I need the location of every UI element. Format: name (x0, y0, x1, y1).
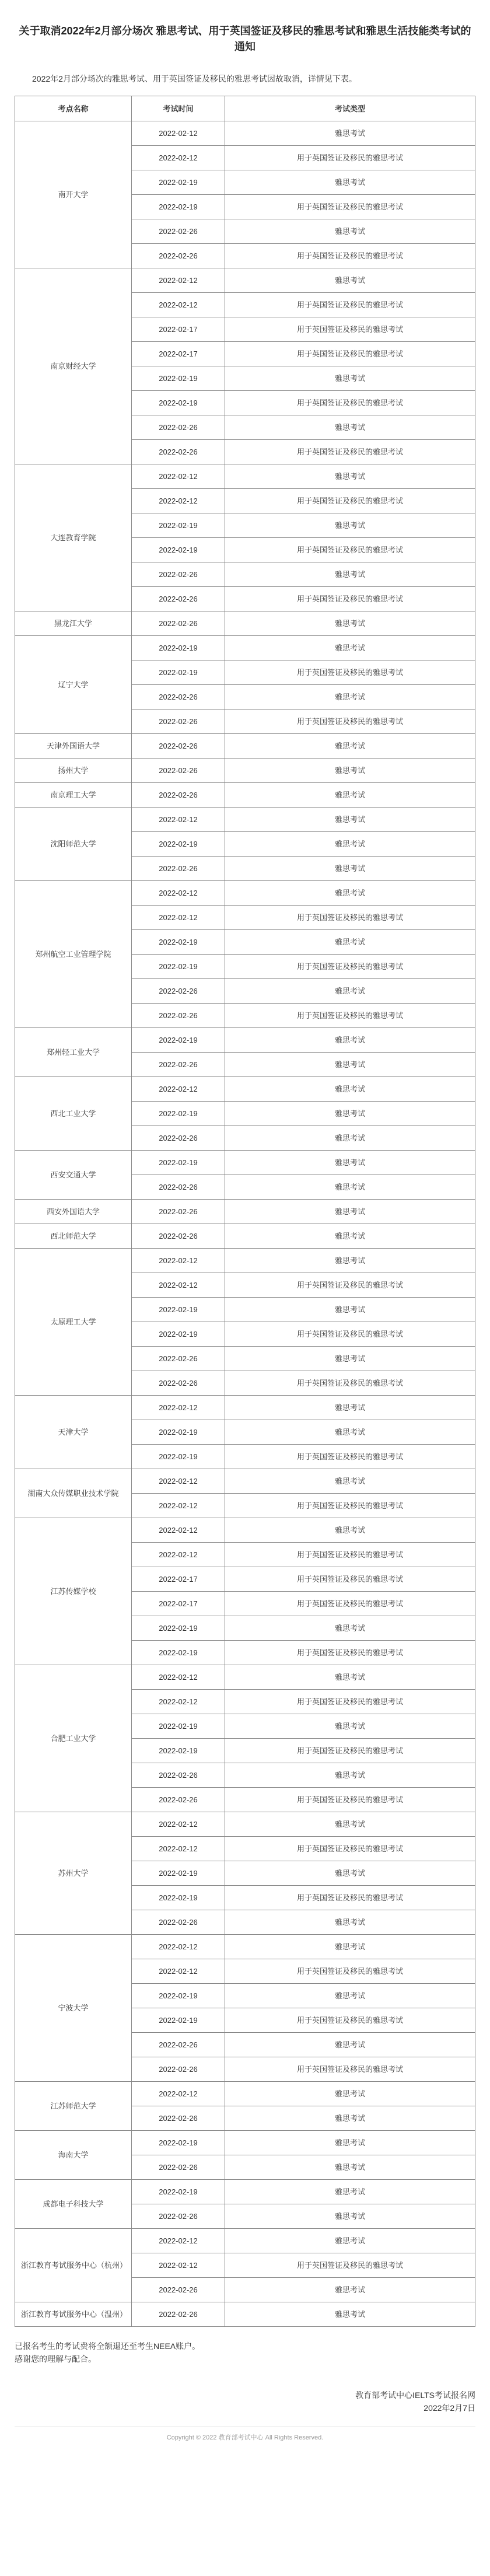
date-cell: 2022-02-26 (132, 415, 225, 440)
table-row (15, 1469, 475, 1494)
date-cell: 2022-02-19 (132, 930, 225, 955)
table-row (15, 1224, 475, 1249)
table-row (15, 808, 475, 832)
date-cell: 2022-02-12 (132, 1665, 225, 1690)
exam-type-cell: 用于英国签证及移民的雅思考试 (225, 1641, 475, 1665)
venue-cell: 湖南大众传媒职业技术学院 (15, 1469, 132, 1518)
table-row (15, 783, 475, 808)
exam-type-cell: 雅思考试 (225, 685, 475, 709)
date-cell: 2022-02-19 (132, 1420, 225, 1445)
date-cell: 2022-02-19 (132, 1298, 225, 1322)
date-cell: 2022-02-12 (132, 1494, 225, 1518)
exam-type-cell: 雅思考试 (225, 1396, 475, 1420)
exam-type-cell: 用于英国签证及移民的雅思考试 (225, 2057, 475, 2082)
table-row (15, 1935, 475, 1959)
exam-type-cell: 雅思考试 (225, 1984, 475, 2008)
notice-intro: 2022年2月部分场次的雅思考试、用于英国签证及移民的雅思考试因故取消，详情见下表。 (32, 74, 357, 83)
date-cell: 2022-02-26 (132, 2033, 225, 2057)
table-row (15, 1665, 475, 1690)
date-cell: 2022-02-26 (132, 759, 225, 783)
exam-type-cell: 雅思考试 (225, 2278, 475, 2302)
exam-type-cell: 雅思考试 (225, 1469, 475, 1494)
date-cell: 2022-02-12 (132, 1690, 225, 1714)
exam-type-cell: 雅思考试 (225, 366, 475, 391)
table-row (15, 1812, 475, 1837)
venue-cell: 西安交通大学 (15, 1151, 132, 1200)
exam-type-cell: 雅思考试 (225, 2180, 475, 2204)
exam-type-cell: 雅思考试 (225, 979, 475, 1004)
date-cell: 2022-02-19 (132, 955, 225, 979)
exam-type-cell: 雅思考试 (225, 2229, 475, 2253)
exam-type-cell: 雅思考试 (225, 1665, 475, 1690)
exam-type-cell: 用于英国签证及移民的雅思考试 (225, 1837, 475, 1861)
date-cell: 2022-02-12 (132, 464, 225, 489)
date-cell: 2022-02-26 (132, 1126, 225, 1151)
exam-type-cell: 雅思考试 (225, 1763, 475, 1788)
date-cell: 2022-02-12 (132, 489, 225, 513)
venue-cell: 西安外国语大学 (15, 1200, 132, 1224)
notice-page (15, 0, 475, 2442)
table-row (15, 1249, 475, 1273)
exam-type-cell: 用于英国签证及移民的雅思考试 (225, 660, 475, 685)
date-cell: 2022-02-26 (132, 979, 225, 1004)
date-cell: 2022-02-26 (132, 685, 225, 709)
date-cell: 2022-02-12 (132, 146, 225, 170)
exam-type-cell: 用于英国签证及移民的雅思考试 (225, 1322, 475, 1347)
signature (15, 2389, 475, 2414)
venue-cell: 扬州大学 (15, 759, 132, 783)
table-row (15, 1396, 475, 1420)
header-venue: 考点名称 (15, 96, 132, 121)
table-row (15, 268, 475, 293)
date-cell: 2022-02-26 (132, 1788, 225, 1812)
exam-type-cell: 用于英国签证及移民的雅思考试 (225, 1371, 475, 1396)
exam-type-cell: 用于英国签证及移民的雅思考试 (225, 1004, 475, 1028)
date-cell: 2022-02-19 (132, 366, 225, 391)
date-cell: 2022-02-19 (132, 391, 225, 415)
exam-type-cell: 雅思考试 (225, 2155, 475, 2180)
exam-type-cell: 雅思考试 (225, 832, 475, 857)
exam-type-cell: 用于英国签证及移民的雅思考试 (225, 146, 475, 170)
exam-type-cell: 雅思考试 (225, 2082, 475, 2106)
date-cell: 2022-02-12 (132, 1543, 225, 1567)
date-cell: 2022-02-19 (132, 636, 225, 660)
date-cell: 2022-02-26 (132, 1004, 225, 1028)
exam-type-cell: 雅思考试 (225, 930, 475, 955)
exam-type-cell: 用于英国签证及移民的雅思考试 (225, 1886, 475, 1910)
date-cell: 2022-02-19 (132, 1861, 225, 1886)
exam-type-cell: 雅思考试 (225, 2302, 475, 2327)
date-cell: 2022-02-26 (132, 1175, 225, 1200)
date-cell: 2022-02-19 (132, 1886, 225, 1910)
date-cell: 2022-02-12 (132, 2229, 225, 2253)
refund-note: 已报名考生的考试费将全额退还至考生NEEA账户。 (15, 2341, 201, 2351)
exam-type-cell: 雅思考试 (225, 881, 475, 906)
table-row (15, 734, 475, 759)
exam-type-cell: 雅思考试 (225, 1347, 475, 1371)
date-cell: 2022-02-26 (132, 1347, 225, 1371)
exam-type-cell: 用于英国签证及移民的雅思考试 (225, 1690, 475, 1714)
date-cell: 2022-02-19 (132, 1151, 225, 1175)
venue-cell: 南京财经大学 (15, 268, 132, 464)
cancellation-table (15, 96, 475, 2327)
header-type: 考试类型 (225, 96, 475, 121)
exam-type-cell: 雅思考试 (225, 1935, 475, 1959)
date-cell: 2022-02-19 (132, 195, 225, 219)
date-cell: 2022-02-12 (132, 268, 225, 293)
date-cell: 2022-02-26 (132, 709, 225, 734)
exam-type-cell: 用于英国签证及移民的雅思考试 (225, 1959, 475, 1984)
exam-type-cell: 雅思考试 (225, 1102, 475, 1126)
exam-type-cell: 雅思考试 (225, 2204, 475, 2229)
exam-type-cell: 用于英国签证及移民的雅思考试 (225, 1543, 475, 1567)
venue-cell: 成都电子科技大学 (15, 2180, 132, 2229)
venue-cell: 郑州航空工业管理学院 (15, 881, 132, 1028)
date-cell: 2022-02-12 (132, 1077, 225, 1102)
exam-type-cell: 雅思考试 (225, 1420, 475, 1445)
date-cell: 2022-02-19 (132, 1641, 225, 1665)
date-cell: 2022-02-26 (132, 783, 225, 808)
date-cell: 2022-02-26 (132, 1763, 225, 1788)
date-cell: 2022-02-12 (132, 2082, 225, 2106)
exam-type-cell: 用于英国签证及移民的雅思考试 (225, 440, 475, 464)
date-cell: 2022-02-17 (132, 317, 225, 342)
exam-type-cell: 用于英国签证及移民的雅思考试 (225, 489, 475, 513)
exam-type-cell: 雅思考试 (225, 1298, 475, 1322)
date-cell: 2022-02-26 (132, 734, 225, 759)
venue-cell: 江苏师范大学 (15, 2082, 132, 2131)
table-row (15, 2229, 475, 2253)
exam-type-cell: 雅思考试 (225, 2131, 475, 2155)
exam-type-cell: 用于英国签证及移民的雅思考试 (225, 2253, 475, 2278)
exam-type-cell: 雅思考试 (225, 1812, 475, 1837)
exam-type-cell: 雅思考试 (225, 268, 475, 293)
date-cell: 2022-02-19 (132, 1445, 225, 1469)
exam-type-cell: 用于英国签证及移民的雅思考试 (225, 1494, 475, 1518)
exam-type-cell: 雅思考试 (225, 1714, 475, 1739)
date-cell: 2022-02-26 (132, 1224, 225, 1249)
exam-type-cell: 用于英国签证及移民的雅思考试 (225, 317, 475, 342)
exam-type-cell: 用于英国签证及移民的雅思考试 (225, 1788, 475, 1812)
date-cell: 2022-02-17 (132, 342, 225, 366)
notice-title: 关于取消2022年2月部分场次 雅思考试、用于英国签证及移民的雅思考试和雅思生活技能类考试的通知 (19, 25, 471, 53)
date-cell: 2022-02-19 (132, 1028, 225, 1053)
exam-type-cell: 雅思考试 (225, 1200, 475, 1224)
table-row (15, 759, 475, 783)
signature-org: 教育部考试中心IELTS考试报名网 (355, 2390, 475, 2400)
date-cell: 2022-02-26 (132, 562, 225, 587)
date-cell: 2022-02-12 (132, 808, 225, 832)
venue-cell: 宁波大学 (15, 1935, 132, 2082)
date-cell: 2022-02-12 (132, 1469, 225, 1494)
exam-type-cell: 雅思考试 (225, 808, 475, 832)
exam-type-cell: 用于英国签证及移民的雅思考试 (225, 391, 475, 415)
venue-cell: 浙江教育考试服务中心（杭州） (15, 2229, 132, 2302)
date-cell: 2022-02-26 (132, 2057, 225, 2082)
exam-type-cell: 雅思考试 (225, 464, 475, 489)
exam-type-cell: 雅思考试 (225, 783, 475, 808)
date-cell: 2022-02-26 (132, 1053, 225, 1077)
table-row (15, 1151, 475, 1175)
date-cell: 2022-02-12 (132, 1959, 225, 1984)
exam-type-cell: 雅思考试 (225, 170, 475, 195)
exam-type-cell: 用于英国签证及移民的雅思考试 (225, 1567, 475, 1592)
date-cell: 2022-02-12 (132, 293, 225, 317)
exam-type-cell: 用于英国签证及移民的雅思考试 (225, 1273, 475, 1298)
exam-type-cell: 雅思考试 (225, 1028, 475, 1053)
venue-cell: 辽宁大学 (15, 636, 132, 734)
date-cell: 2022-02-26 (132, 611, 225, 636)
date-cell: 2022-02-17 (132, 1567, 225, 1592)
exam-type-cell: 用于英国签证及移民的雅思考试 (225, 538, 475, 562)
exam-type-cell: 用于英国签证及移民的雅思考试 (225, 1739, 475, 1763)
venue-cell: 天津大学 (15, 1396, 132, 1469)
date-cell: 2022-02-12 (132, 906, 225, 930)
exam-type-cell: 雅思考试 (225, 2106, 475, 2131)
exam-type-cell: 用于英国签证及移民的雅思考试 (225, 1445, 475, 1469)
date-cell: 2022-02-12 (132, 1812, 225, 1837)
venue-cell: 太原理工大学 (15, 1249, 132, 1396)
date-cell: 2022-02-26 (132, 2204, 225, 2229)
date-cell: 2022-02-17 (132, 1592, 225, 1616)
table-row (15, 881, 475, 906)
date-cell: 2022-02-19 (132, 660, 225, 685)
exam-type-cell: 雅思考试 (225, 1077, 475, 1102)
date-cell: 2022-02-19 (132, 513, 225, 538)
table-row (15, 2302, 475, 2327)
signature-date: 2022年2月7日 (424, 2403, 475, 2413)
footer-notes (15, 2340, 475, 2365)
venue-cell: 沈阳师范大学 (15, 808, 132, 881)
date-cell: 2022-02-19 (132, 1714, 225, 1739)
venue-cell: 江苏传媒学校 (15, 1518, 132, 1665)
date-cell: 2022-02-19 (132, 1616, 225, 1641)
venue-cell: 浙江教育考试服务中心（温州） (15, 2302, 132, 2327)
date-cell: 2022-02-26 (132, 244, 225, 268)
exam-type-cell: 雅思考试 (225, 562, 475, 587)
table-row (15, 2131, 475, 2155)
exam-type-cell: 用于英国签证及移民的雅思考试 (225, 293, 475, 317)
date-cell: 2022-02-26 (132, 1371, 225, 1396)
date-cell: 2022-02-19 (132, 2008, 225, 2033)
date-cell: 2022-02-12 (132, 1935, 225, 1959)
exam-type-cell: 雅思考试 (225, 1518, 475, 1543)
date-cell: 2022-02-19 (132, 832, 225, 857)
venue-cell: 郑州轻工业大学 (15, 1028, 132, 1077)
table-body (15, 121, 475, 2327)
date-cell: 2022-02-12 (132, 1837, 225, 1861)
date-cell: 2022-02-19 (132, 170, 225, 195)
date-cell: 2022-02-19 (132, 1322, 225, 1347)
date-cell: 2022-02-19 (132, 1984, 225, 2008)
exam-type-cell: 雅思考试 (225, 1249, 475, 1273)
date-cell: 2022-02-26 (132, 2302, 225, 2327)
header-date: 考试时间 (132, 96, 225, 121)
date-cell: 2022-02-12 (132, 1518, 225, 1543)
table-row (15, 1518, 475, 1543)
exam-type-cell: 用于英国签证及移民的雅思考试 (225, 955, 475, 979)
exam-type-cell: 用于英国签证及移民的雅思考试 (225, 2008, 475, 2033)
date-cell: 2022-02-26 (132, 857, 225, 881)
date-cell: 2022-02-12 (132, 1396, 225, 1420)
table-row (15, 121, 475, 146)
exam-type-cell: 雅思考试 (225, 1151, 475, 1175)
table-row (15, 464, 475, 489)
exam-type-cell: 雅思考试 (225, 219, 475, 244)
exam-type-cell: 用于英国签证及移民的雅思考试 (225, 906, 475, 930)
table-row (15, 636, 475, 660)
date-cell: 2022-02-26 (132, 2155, 225, 2180)
exam-type-cell: 雅思考试 (225, 1224, 475, 1249)
date-cell: 2022-02-26 (132, 1910, 225, 1935)
date-cell: 2022-02-19 (132, 2131, 225, 2155)
venue-cell: 苏州大学 (15, 1812, 132, 1935)
date-cell: 2022-02-19 (132, 1102, 225, 1126)
exam-type-cell: 雅思考试 (225, 611, 475, 636)
table-row (15, 2082, 475, 2106)
date-cell: 2022-02-26 (132, 440, 225, 464)
table-row (15, 1028, 475, 1053)
exam-type-cell: 雅思考试 (225, 415, 475, 440)
venue-cell: 黑龙江大学 (15, 611, 132, 636)
exam-type-cell: 雅思考试 (225, 734, 475, 759)
exam-type-cell: 用于英国签证及移民的雅思考试 (225, 342, 475, 366)
table-row (15, 2180, 475, 2204)
date-cell: 2022-02-26 (132, 2278, 225, 2302)
date-cell: 2022-02-12 (132, 121, 225, 146)
thanks-note: 感谢您的理解与配合。 (15, 2354, 96, 2364)
exam-type-cell: 雅思考试 (225, 636, 475, 660)
table-header-row (15, 96, 475, 121)
exam-type-cell: 雅思考试 (225, 1616, 475, 1641)
exam-type-cell: 雅思考试 (225, 759, 475, 783)
venue-cell: 南开大学 (15, 121, 132, 268)
exam-type-cell: 雅思考试 (225, 1910, 475, 1935)
exam-type-cell: 用于英国签证及移民的雅思考试 (225, 244, 475, 268)
copyright: Copyright © 2022 教育部考试中心 All Rights Reserved. (15, 2426, 475, 2442)
date-cell: 2022-02-19 (132, 538, 225, 562)
exam-type-cell: 雅思考试 (225, 1175, 475, 1200)
date-cell: 2022-02-12 (132, 881, 225, 906)
exam-type-cell: 雅思考试 (225, 121, 475, 146)
exam-type-cell: 雅思考试 (225, 1126, 475, 1151)
exam-type-cell: 用于英国签证及移民的雅思考试 (225, 587, 475, 611)
venue-cell: 西北师范大学 (15, 1224, 132, 1249)
date-cell: 2022-02-12 (132, 1249, 225, 1273)
exam-type-cell: 用于英国签证及移民的雅思考试 (225, 709, 475, 734)
table-row (15, 611, 475, 636)
date-cell: 2022-02-26 (132, 219, 225, 244)
date-cell: 2022-02-12 (132, 1273, 225, 1298)
exam-type-cell: 用于英国签证及移民的雅思考试 (225, 195, 475, 219)
venue-cell: 南京理工大学 (15, 783, 132, 808)
venue-cell: 天津外国语大学 (15, 734, 132, 759)
venue-cell: 西北工业大学 (15, 1077, 132, 1151)
venue-cell: 海南大学 (15, 2131, 132, 2180)
date-cell: 2022-02-26 (132, 587, 225, 611)
exam-type-cell: 雅思考试 (225, 857, 475, 881)
date-cell: 2022-02-12 (132, 2253, 225, 2278)
date-cell: 2022-02-19 (132, 1739, 225, 1763)
venue-cell: 合肥工业大学 (15, 1665, 132, 1812)
date-cell: 2022-02-26 (132, 1200, 225, 1224)
exam-type-cell: 用于英国签证及移民的雅思考试 (225, 1592, 475, 1616)
exam-type-cell: 雅思考试 (225, 1861, 475, 1886)
date-cell: 2022-02-26 (132, 2106, 225, 2131)
date-cell: 2022-02-19 (132, 2180, 225, 2204)
exam-type-cell: 雅思考试 (225, 2033, 475, 2057)
venue-cell: 大连教育学院 (15, 464, 132, 611)
exam-type-cell: 雅思考试 (225, 1053, 475, 1077)
table-row (15, 1200, 475, 1224)
table-row (15, 1077, 475, 1102)
exam-type-cell: 雅思考试 (225, 513, 475, 538)
